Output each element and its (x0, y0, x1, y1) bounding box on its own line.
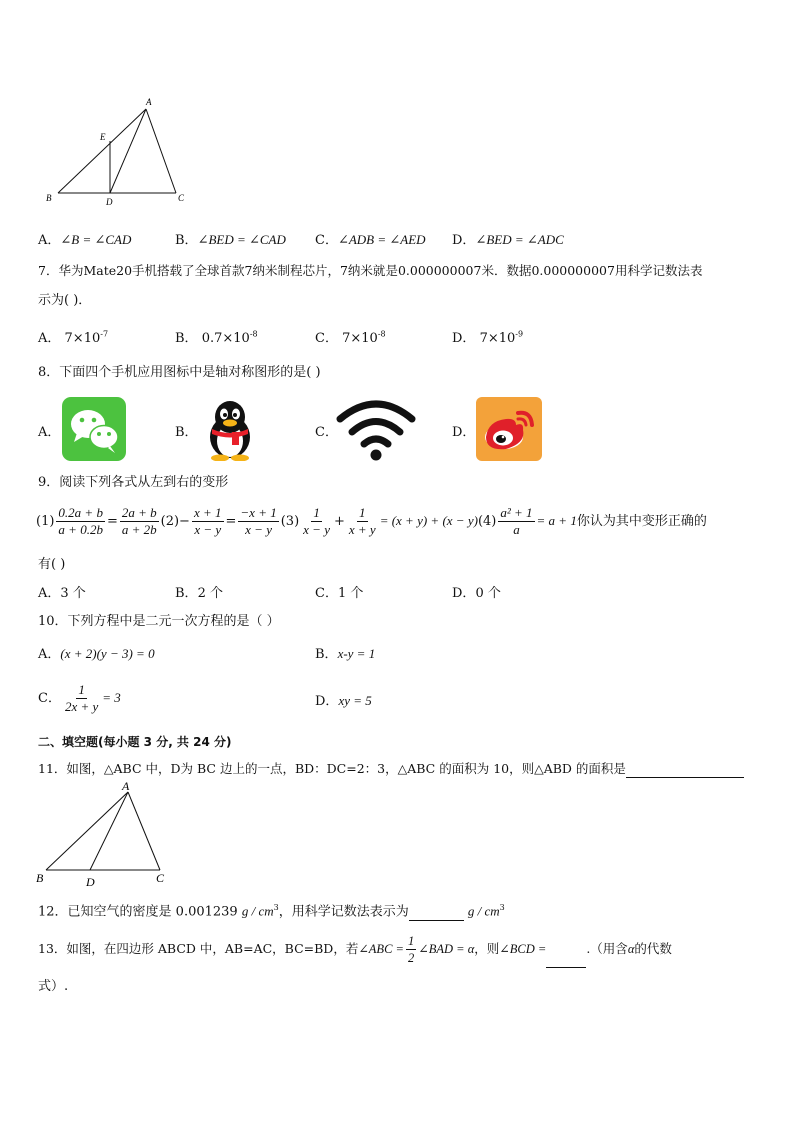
label-E: E (100, 132, 106, 142)
q8-stem: 8．下面四个手机应用图标中是轴对称图形的是( ) (38, 365, 321, 380)
wifi-icon[interactable] (336, 397, 416, 461)
fraction-option-c: $\frac{1}{2x + y}$ (64, 682, 99, 714)
q7-option-a[interactable]: A． $7\times 10^{-7}$ (38, 329, 109, 346)
q13-stem-line2: 式）. (38, 979, 69, 994)
label-C: C (178, 193, 185, 203)
q6-option-a[interactable]: A．∠B = ∠CAD (38, 232, 132, 248)
label-B: B (46, 193, 52, 203)
q10-option-a[interactable]: A．(x + 2)(y − 3) = 0 (38, 646, 155, 662)
q12-stem: 12．已知空气的密度是 0.001239 g / $cm^3$，用科学记数法表示为 g / $cm^3$ (38, 903, 505, 920)
q7-option-c[interactable]: C． $7\times 10^{-8}$ (315, 329, 386, 346)
q9-option-b[interactable]: B．2 个 (175, 586, 223, 601)
fraction-4: $\frac{-x + 1}{x - y}$ (240, 505, 277, 537)
label-A: A (146, 97, 152, 107)
q7-option-b[interactable]: B． $0.7\times 10^{-8}$ (175, 329, 258, 346)
q8-option-a-letter[interactable]: A． (38, 425, 61, 440)
fraction-2: $\frac{2a + b}{a + 2b}$ (121, 505, 157, 537)
label-B: B (36, 871, 44, 885)
q7-stem-line1: 7．华为Mate20手机搭载了全球首款7纳米制程芯片，7纳米就是0.000000007米．数据0.000000007用科学记数法表 (38, 263, 703, 278)
label-D: D (106, 197, 113, 207)
q9-option-c[interactable]: C．1 个 (315, 586, 364, 601)
q10-stem: 10．下列方程中是二元一次方程的是（ ） (38, 614, 280, 629)
q9-stem-line2: 有( ) (38, 557, 66, 572)
wechat-icon[interactable] (62, 397, 128, 461)
q8-option-c-letter[interactable]: C． (315, 425, 338, 440)
q13-stem: 13．如图，在四边形 ABCD 中，AB=AC，BC=BD，若∠ABC = $\frac{1}{2}$ ∠BAD = α，则∠BCD = .（用含α的代数 (38, 930, 672, 968)
qq-penguin-icon[interactable] (198, 397, 264, 461)
q11-stem: 11．如图，△ABC 中，D为 BC 边上的一点，BD：DC=2：3，△ABC 的面积为 10，则△ABD 的面积是 (38, 760, 744, 778)
weibo-icon[interactable] (476, 397, 542, 461)
fraction-5: $\frac{1}{x - y}$ (303, 505, 330, 537)
q9-expressions: (1) $\frac{0.2a + b}{a + 0.2b}$ = $\frac{2a + b}{a + 2b}$ (2)− $\frac{x + 1}{x - y}$ = $\frac{-x + 1}{x - y}$ (3) $\frac{1}{x - y}$ + $\frac{1}{x + y}$ = (x + y) + (x − y)(4) $\frac{\text{a² + 1}}{a}$ = a + 1你认为其中变形正确的 (36, 505, 707, 537)
q10-option-c[interactable]: C． $\frac{1}{2x + y}$ = 3 (38, 682, 121, 714)
q9-option-a[interactable]: A．3 个 (38, 586, 86, 601)
q13-answer-blank[interactable] (546, 953, 586, 968)
fraction-one-half: $\frac{1}{2}$ (407, 934, 415, 965)
q9-option-d[interactable]: D．0 个 (452, 586, 501, 601)
q11-answer-blank[interactable] (626, 763, 744, 778)
fraction-7: $\frac{\text{a² + 1}}{a}$ (500, 505, 533, 537)
q9-stem: 9．阅读下列各式从左到右的变形 (38, 475, 229, 490)
q10-option-b[interactable]: B．x-y = 1 (315, 646, 376, 662)
q11-triangle-figure (32, 778, 182, 890)
q6-option-d[interactable]: D．∠BED = ∠ADC (452, 232, 564, 248)
fraction-1: $\frac{0.2a + b}{a + 0.2b}$ (58, 505, 103, 537)
q6-option-b[interactable]: B．∠BED = ∠CAD (175, 232, 286, 248)
q7-option-d[interactable]: D． $7\times 10^{-9}$ (452, 329, 524, 346)
q6-triangle-figure (40, 95, 200, 210)
fraction-6: $\frac{1}{x + y}$ (348, 505, 376, 537)
fraction-3: $\frac{x + 1}{x - y}$ (193, 505, 222, 537)
q12-answer-blank[interactable] (409, 906, 464, 921)
q8-option-d-letter[interactable]: D． (452, 425, 476, 440)
label-C: C (156, 871, 165, 885)
q8-option-b-letter[interactable]: B． (175, 425, 198, 440)
q7-stem-line2: 示为( )． (38, 293, 92, 308)
q10-option-d[interactable]: D．xy = 5 (315, 693, 372, 709)
section-2-title: 二、填空题(每小题 3 分, 共 24 分) (38, 735, 232, 749)
q6-option-c[interactable]: C．∠ADB = ∠AED (315, 232, 426, 248)
label-D: D (86, 875, 95, 889)
label-A: A (122, 779, 130, 793)
